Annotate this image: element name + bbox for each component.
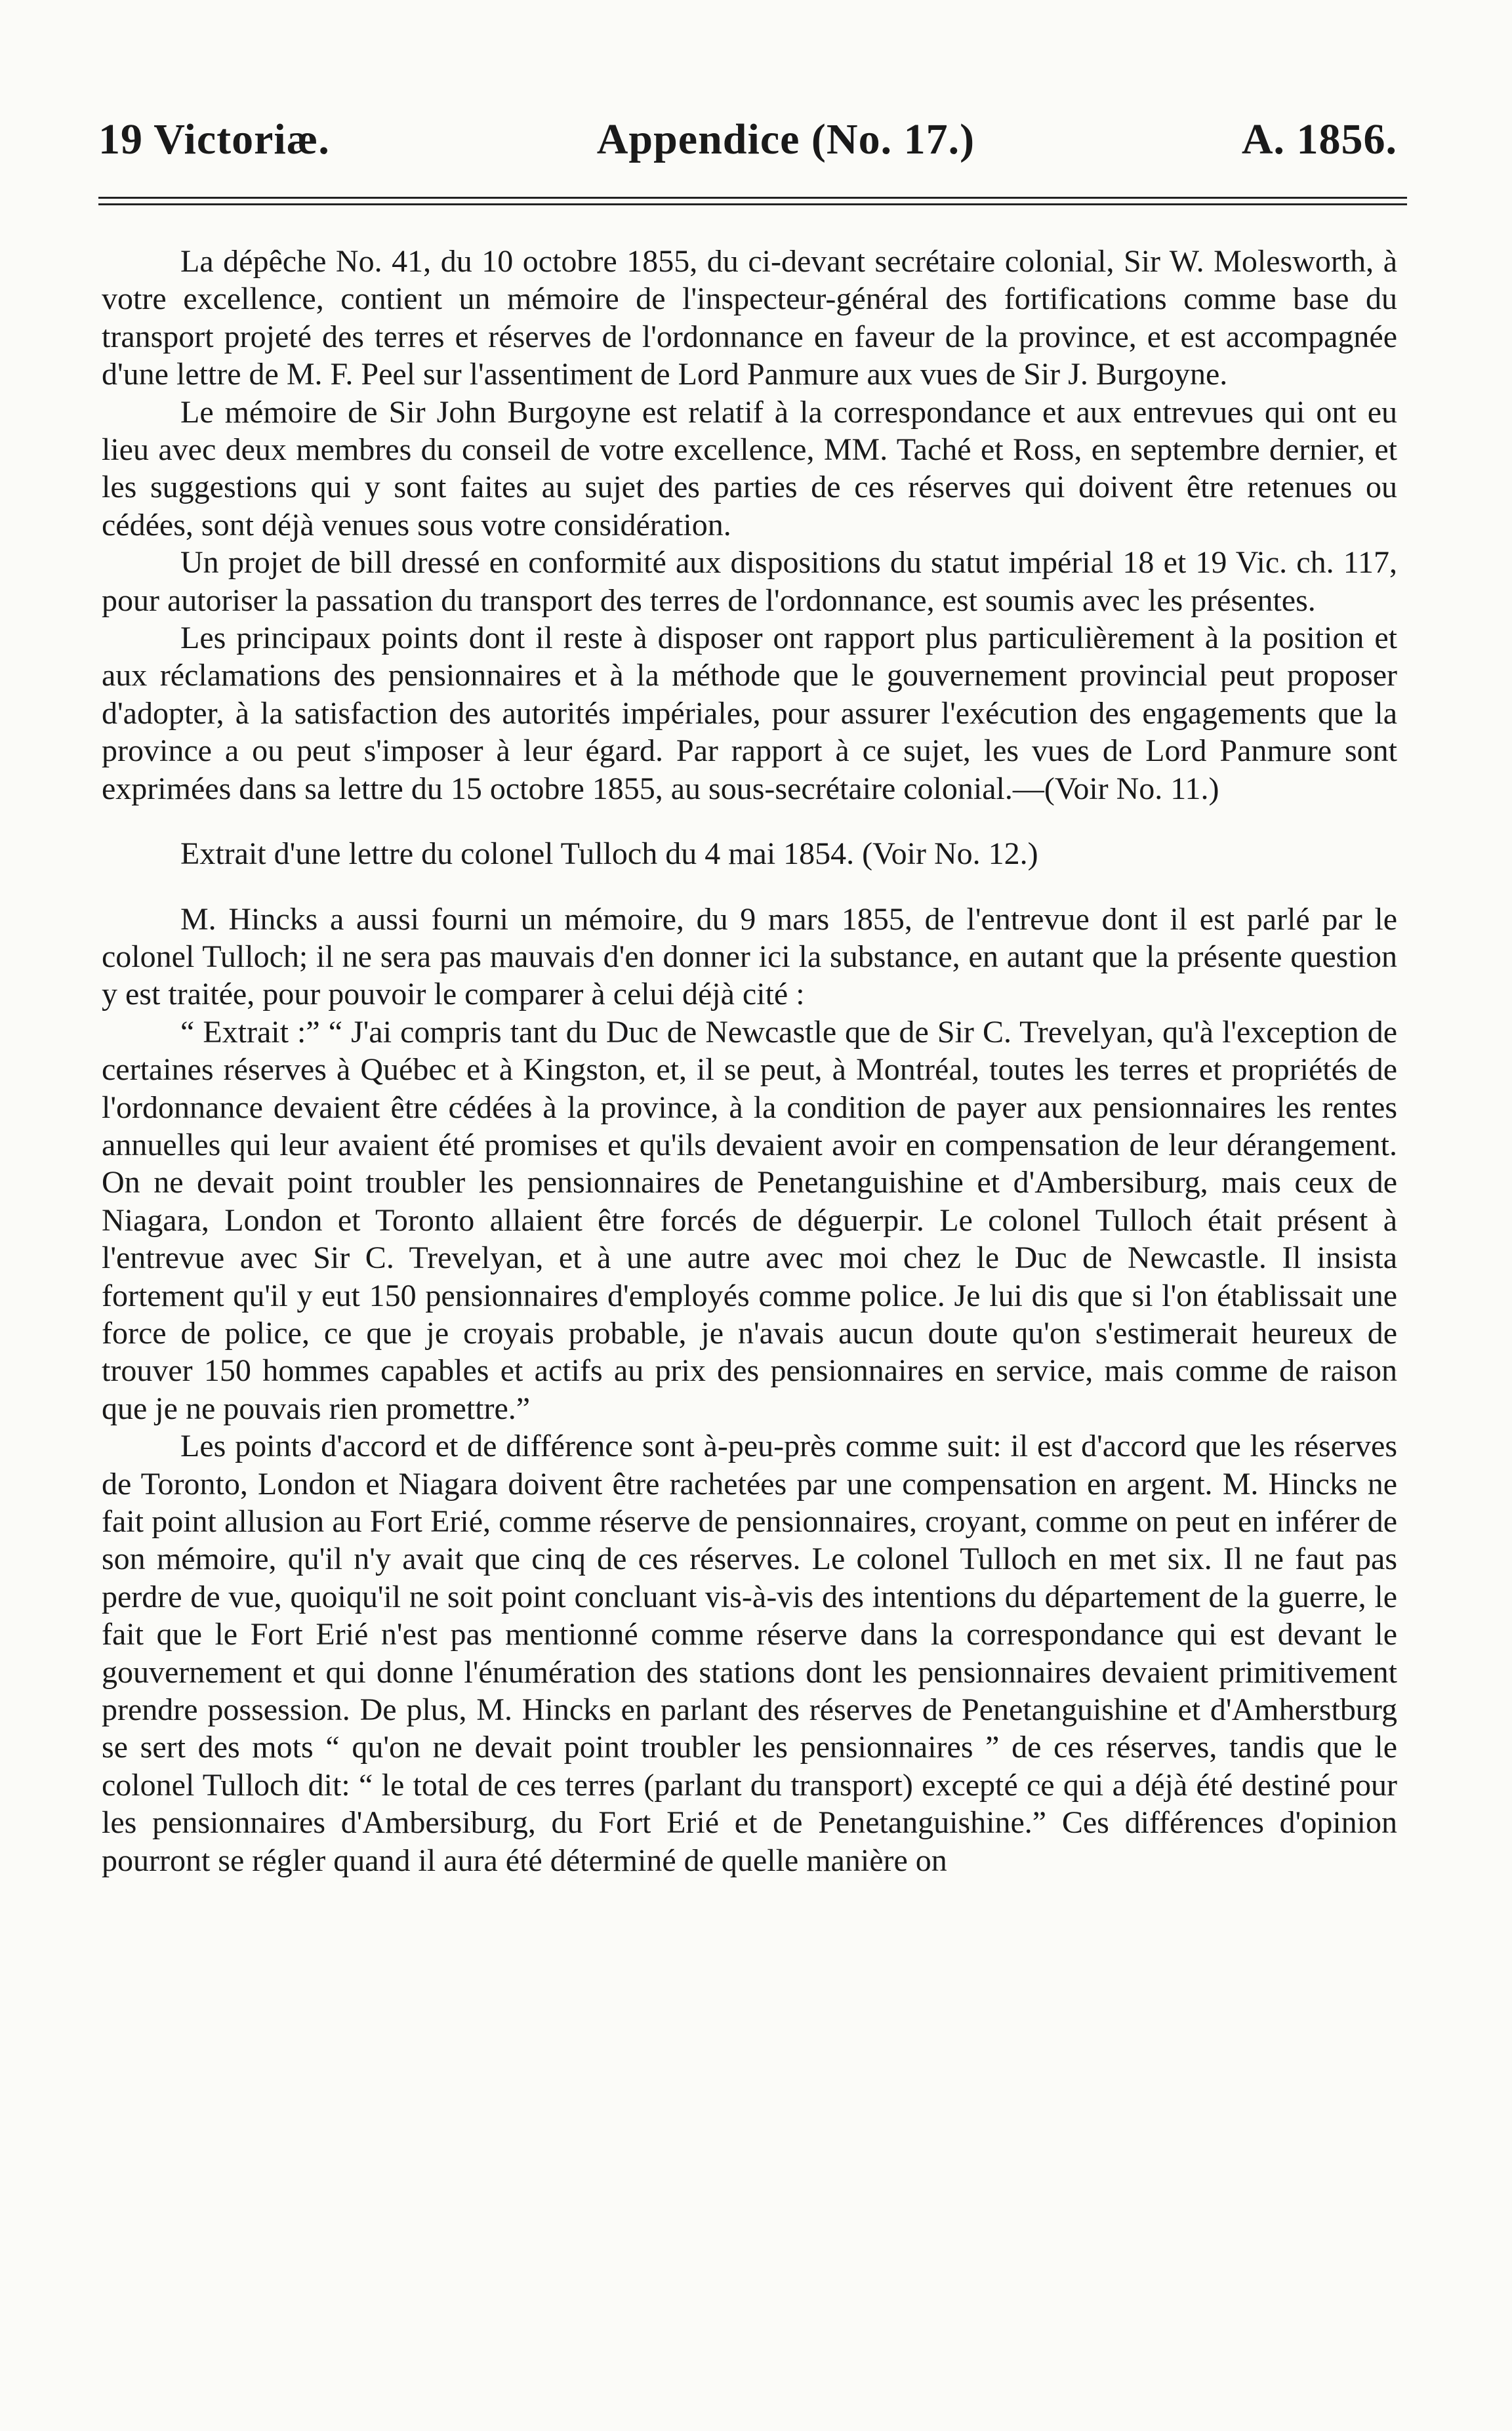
header-rule	[98, 197, 1407, 210]
section-heading: Extrait d'une lettre du colonel Tulloch du 4 mai 1854. (Voir No. 12.)	[180, 836, 1038, 872]
paragraph-despatch: La dépêche No. 41, du 10 octobre 1855, du ci-devant secrétaire colonial, Sir W. Molesworth, à votre excellence, contient un mémoire de l'inspecteur-général des fortifications comme base du transport projeté des terres et réserves de l'ordonnance en faveur de la province, et est accompagnée d'une lettre de M. F. Peel sur l'assentiment de Lord Panmure aux vues de Sir J. Burgoyne.	[102, 244, 1397, 392]
paragraph-points: Les principaux points dont il reste à disposer ont rapport plus particulièrement à la position et aux réclamations des pensionnaires et à la méthode que le gouvernement provincial peut proposer d'adopter, à la satisfaction des autorités impériales, pour assurer l'exécution des engagements que la province a ou peut s'imposer à leur égard. Par rapport à ce sujet, les vues de Lord Panmure sont exprimées dans sa lettre du 15 octobre 1855, au sous-secrétaire colonial.—(Voir No. 11.)	[102, 621, 1397, 806]
paragraph-extract-quote: “ Extrait :” “ J'ai compris tant du Duc de Newcastle que de Sir C. Trevelyan, qu'à l'exception de certaines réserves à Québec et à Kingston, et, il se peut, à Montréal, toutes les terres et propriétés de l'ordonnance devaient être cédées à la province, à la condition de payer aux pensionnaires les rentes annuelles qui leur avaient été promises et qu'ils devaient avoir en compensation de leur dérangement. On ne devait point troubler les pensionnaires de Penetanguishine et d'Ambersiburg, mais ceux de Niagara, London et Toronto allaient être forcés de déguerpir. Le colonel Tulloch était présent à l'entrevue avec Sir C. Trevelyan, et à une autre avec moi chez le Duc de Newcastle. Il insista fortement qu'il y eut 150 pensionnaires d'employés comme police. Je lui dis que si l'on établissait une force de police, ce que je croyais probable, je n'avais aucun doute qu'on s'estimerait heureux de trouver 150 hommes capables et actifs au prix des pensionnaires en service, mais comme de raison que je ne pouvais rien promettre.”	[102, 1014, 1397, 1426]
header-appendix: Appendice (No. 17.)	[596, 115, 975, 163]
paragraph-bill: Un projet de bill dressé en conformité aux dispositions du statut impérial 18 et 19 Vic. ch. 117, pour autoriser la passation du transport des terres de l'ordonnance, est soumis avec les présentes.	[102, 545, 1397, 618]
paragraph-agreement: Les points d'accord et de différence sont à-peu-près comme suit: il est d'accord que les réserves de Toronto, London et Niagara doivent être rachetées par une compensation en argent. M. Hincks ne fait point allusion au Fort Erié, comme réserve de pensionnaires, croyant, comme on peut en inférer de son mémoire, qu'il n'y avait que cinq de ces réserves. Le colonel Tulloch en met six. Il ne faut pas perdre de vue, quoiqu'il ne soit point concluant vis-à-vis des intentions du département de la guerre, le fait que le Fort Erié n'est pas mentionné comme réserve dans la correspondance qui est devant le gouvernement et qui donne l'énumération des stations dont les pensionnaires devaient primitivement prendre possession. De plus, M. Hincks en parlant des réserves de Penetanguishine et d'Amherstburg se sert des mots “ qu'on ne devait point troubler les pensionnaires ” de ces réserves, tandis que le colonel Tulloch dit: “ le total de ces terres (parlant du transport) excepté ce qui a déjà été destiné pour les pensionnaires d'Ambersiburg, du Fort Erié et de Penetanguishine.” Ces différences d'opinion pourront se régler quand il aura été déterminé de quelle manière on	[102, 1429, 1397, 1878]
paragraph-memoir: Le mémoire de Sir John Burgoyne est relatif à la correspondance et aux entrevues qui ont eu lieu avec deux membres du conseil de votre excellence, MM. Taché et Ross, en septembre dernier, et les suggestions qui y sont faites au sujet des parties de ces réserves qui doivent être retenues ou cédées, sont déjà venues sous votre considération.	[102, 394, 1397, 542]
page-header	[98, 115, 1397, 165]
paragraph-hincks: M. Hincks a aussi fourni un mémoire, du 9 mars 1855, de l'entrevue dont il est parlé par le colonel Tulloch; il ne sera pas mauvais d'en donner ici la substance, en autant que la présente question y est traitée, pour pouvoir le comparer à celui déjà cité :	[102, 901, 1397, 1012]
document-body	[102, 243, 1397, 1879]
header-session: 19 Victoriæ.	[98, 115, 330, 163]
header-year: A. 1856.	[1241, 115, 1397, 163]
